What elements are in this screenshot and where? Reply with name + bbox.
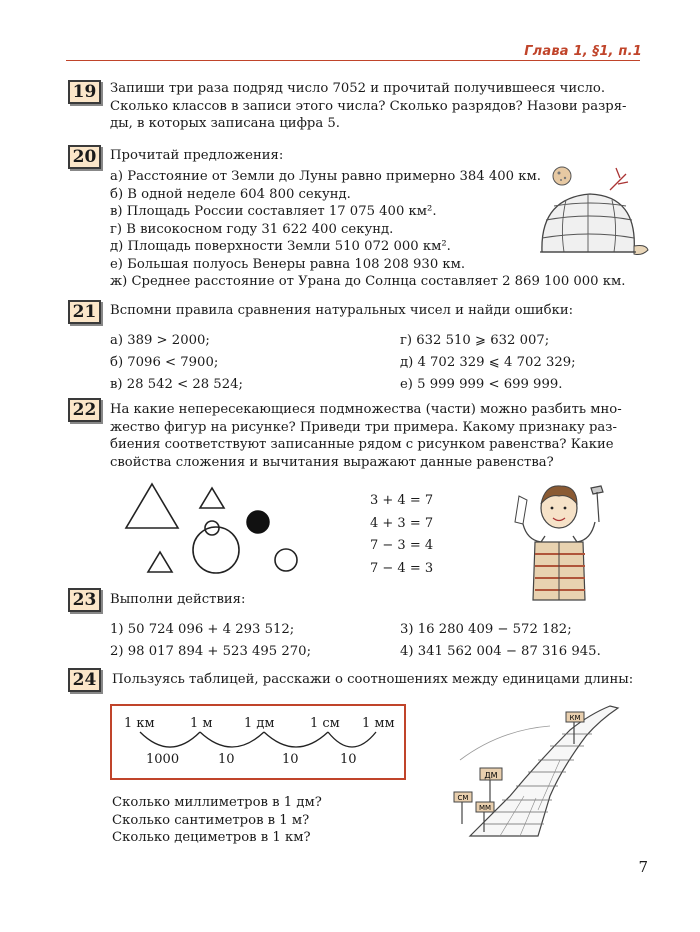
task-22-line: жество фигур на рисунке? Приведи три примера. Какому признаку раз- (110, 419, 617, 435)
large-triangle (126, 484, 178, 528)
page-number: 7 (638, 858, 648, 876)
small-triangle-bottom (148, 552, 172, 572)
task-19-line: Сколько классов в записи этого числа? Сколько разрядов? Назови разря- (110, 98, 627, 114)
task-19-line: ды, в которых записана цифра 5. (110, 116, 340, 131)
task-23-number: 23 (68, 588, 101, 612)
task-20-item: б) В одной неделе 604 800 секунд. (110, 186, 351, 202)
task-22-number: 22 (68, 398, 101, 422)
task-21-item: в) 28 542 < 28 524; (110, 377, 243, 392)
task-20-item: д) Площадь поверхности Земли 510 072 000 км². (110, 239, 451, 254)
task-23-item: 3) 16 280 409 − 572 182; (400, 622, 572, 637)
arc-cm-mm (328, 732, 376, 747)
task-24-number: 24 (68, 668, 101, 692)
task-20-item: ж) Среднее расстояние от Урана до Солнца составляет 2 869 100 000 км. (110, 274, 626, 289)
task-19-text (110, 80, 627, 133)
unit-cm: 1 см (310, 716, 340, 731)
equation: 7 − 4 = 3 (370, 560, 434, 576)
task-20-item: е) Большая полуось Венеры равна 108 208 930 км. (110, 256, 466, 272)
arc-km-m (140, 732, 200, 747)
unit-km: 1 км (124, 716, 155, 731)
arc-m-dm (200, 732, 264, 747)
unit-arcs (110, 704, 406, 780)
task-21-right-column (400, 330, 576, 396)
equation: 3 + 4 = 7 (370, 493, 434, 508)
task-21-left-column (110, 330, 243, 396)
question: Сколько дециметров в 1 км? (112, 830, 311, 845)
question: Сколько миллиметров в 1 дм? (112, 795, 322, 810)
task-21-number: 21 (68, 300, 101, 324)
task-24-intro: Пользуясь таблицей, расскажи о соотношениях между единицами длины: (112, 672, 634, 687)
ratio-km-m: 1000 (146, 752, 180, 767)
unit-dm: 1 дм (244, 716, 275, 731)
task-22-line: На какие непересекающиеся подмножества (части) можно разбить мно- (110, 402, 622, 417)
task-21-item: е) 5 999 999 < 699 999. (400, 377, 563, 392)
task-23-item: 2) 98 017 894 + 523 495 270; (110, 644, 312, 659)
globe-turtle-illustration (530, 160, 650, 270)
arc-dm-cm (264, 732, 328, 747)
task-19-line: Запиши три раза подряд число 7052 и прочитай получившееся число. (110, 81, 606, 96)
task-22-text (110, 401, 622, 471)
sign-dm: ДМ (484, 771, 498, 780)
task-22-equations (370, 490, 433, 580)
road-signs-illustration (440, 700, 640, 840)
ratio-m-dm: 10 (218, 752, 235, 767)
ratio-dm-cm: 10 (282, 752, 299, 767)
task-19-number: 19 (68, 80, 101, 104)
task-20-item: в) Площадь России составляет 17 075 400 км². (110, 204, 437, 219)
sign-cm: СМ (457, 794, 469, 802)
unit-mm: 1 мм (362, 716, 395, 731)
task-21-intro: Вспомни правила сравнения натуральных чисел и найди ошибки: (110, 303, 574, 318)
shapes-figure (120, 480, 320, 580)
task-21-item: а) 389 > 2000; (110, 333, 210, 348)
boy-illustration (505, 478, 615, 603)
task-23-item: 1) 50 724 096 + 4 293 512; (110, 622, 295, 637)
task-20-item: г) В високосном году 31 622 400 секунд. (110, 221, 394, 237)
equation: 4 + 3 = 7 (370, 515, 434, 531)
task-21-item: б) 7096 < 7900; (110, 355, 219, 370)
task-23-right-column (400, 619, 601, 663)
question: Сколько сантиметров в 1 м? (112, 812, 310, 828)
task-22-line: биения соответствуют записанные рядом с рисунком равенства? Какие (110, 437, 614, 452)
task-20-intro: Прочитай предложения: (110, 148, 284, 163)
chapter-header: Глава 1, §1, п.1 (524, 44, 642, 59)
equation: 7 − 3 = 4 (370, 538, 434, 553)
header-rule (66, 60, 640, 61)
filled-circle (247, 511, 269, 533)
small-circle-bottom (275, 549, 297, 571)
task-23-left-column (110, 619, 311, 663)
task-21-item: г) 632 510 ⩾ 632 007; (400, 333, 550, 348)
task-21-item: д) 4 702 329 ⩽ 4 702 329; (400, 355, 576, 370)
task-23-intro: Выполни действия: (110, 592, 246, 607)
task-23-item: 4) 341 562 004 − 87 316 945. (400, 644, 601, 659)
sign-km: КМ (569, 714, 581, 722)
task-20-item: а) Расстояние от Земли до Луны равно примерно 384 400 км. (110, 169, 541, 184)
task-22-line: свойства сложения и вычитания выражают данные равенства? (110, 454, 554, 470)
small-triangle-top (200, 488, 224, 508)
sign-mm: ММ (478, 804, 492, 812)
task-24-questions (112, 794, 322, 847)
unit-m: 1 м (190, 716, 213, 731)
ratio-cm-mm: 10 (340, 752, 357, 767)
task-20-number: 20 (68, 145, 101, 169)
